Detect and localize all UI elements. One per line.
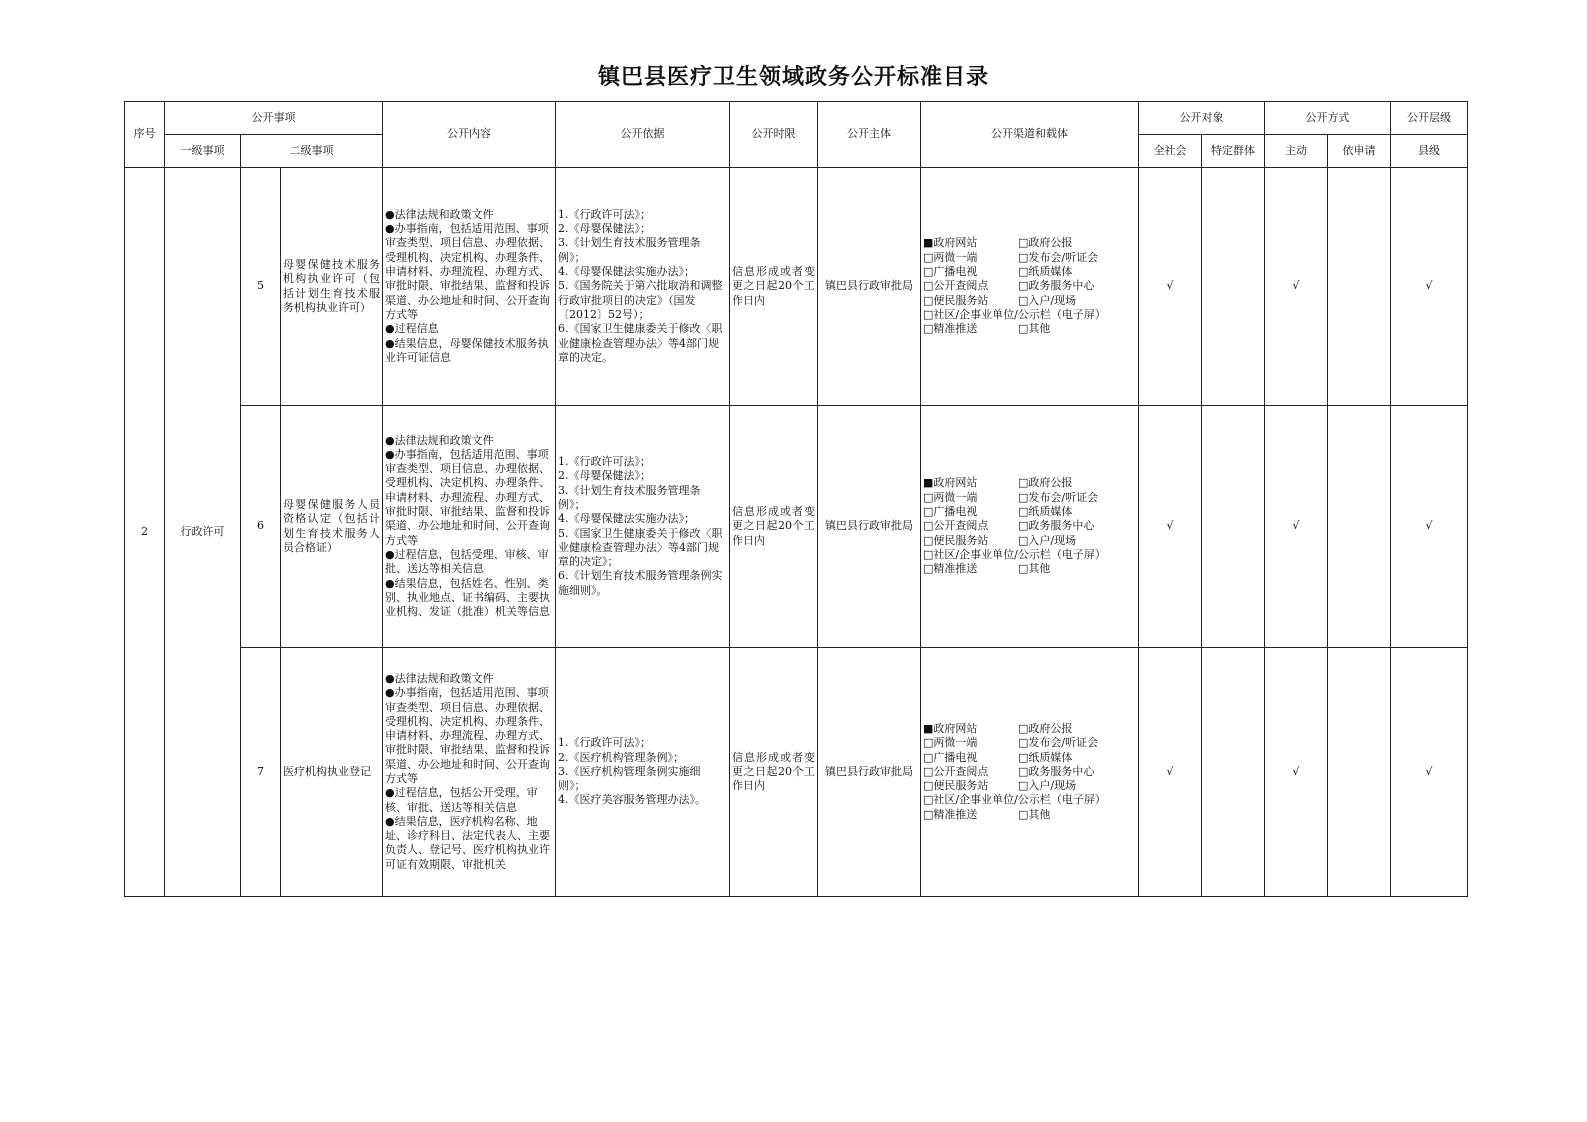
channel-other: □其他	[1018, 807, 1051, 821]
channel-precise-push: □精准推送	[923, 562, 978, 576]
row-basis: 1.《行政许可法》； 2.《母婴保健法》； 3.《计划生育技术服务管理条例》； 4.《母婴保健法实施办法》； 5.《国务院关于第六批取消和调整行政审批项目的决定》（国发〔2012〕52号）； 6.《国家卫生健康委关于修改〈职业健康检查管理办法〉等4部门规章的决定。	[556, 168, 730, 406]
audience-all-check: √	[1139, 168, 1202, 406]
header-audience-all: 全社会	[1139, 135, 1202, 168]
row-subject: 镇巴县行政审批局	[818, 406, 921, 648]
row-content: ●法律法规和政策文件 ●办事指南，包括适用范围、事项审查类型、项目信息、办理依据、受理机构、决定机构、办理条件、申请材料、办理流程、办理方式、审批时限、审批结果、监督和投诉渠道、办公地址和时间、公开查询方式等 ●过程信息 ●结果信息，母婴保健技术服务执业许可证信息	[383, 168, 556, 406]
channel-broadcast-tv: □广播电视	[923, 750, 978, 764]
channel-service-center: □政务服务中心	[1018, 279, 1095, 293]
row-content: ●法律法规和政策文件 ●办事指南，包括适用范围、事项审查类型、项目信息、办理依据、受理机构、决定机构、办理条件、申请材料、办理流程、办理方式、审批时限、审批结果、监督和投诉渠道、办公地址和时间、公开查询方式等 ●过程信息，包括受理、审核、审批、送达等相关信息 ●结果信息，包括姓名、性别、类别、执业地点、证书编码、主要执业机构、发证（批准）机关等信息	[383, 406, 556, 648]
header-basis: 公开依据	[556, 102, 730, 168]
header-method-request: 依申请	[1328, 135, 1391, 168]
row-number: 6	[241, 406, 281, 648]
header-method-active: 主动	[1265, 135, 1328, 168]
row-item: 医疗机构执业登记	[281, 648, 383, 897]
header-audience-specific: 特定群体	[1202, 135, 1265, 168]
header-time-limit: 公开时限	[730, 102, 818, 168]
audience-specific-check	[1202, 406, 1265, 648]
channel-precise-push: □精准推送	[923, 322, 978, 336]
row-subject: 镇巴县行政审批局	[818, 168, 921, 406]
level-county-check: √	[1391, 406, 1468, 648]
header-channels: 公开渠道和载体	[921, 102, 1139, 168]
channel-community-board: □社区/企事业单位/公示栏（电子屏）	[923, 547, 1106, 561]
header-level: 公开层级	[1391, 102, 1468, 135]
channel-gov-gazette: □政府公报	[1018, 476, 1073, 490]
audience-all-check: √	[1139, 648, 1202, 897]
header-level1: 一级事项	[165, 135, 241, 168]
channel-gov-gazette: □政府公报	[1018, 721, 1073, 735]
row-channels	[921, 168, 1139, 406]
audience-specific-check	[1202, 168, 1265, 406]
row-basis: 1.《行政许可法》； 2.《医疗机构管理条例》； 3.《医疗机构管理条例实施细则》； 4.《医疗美容服务管理办法》。	[556, 648, 730, 897]
method-request-check	[1328, 168, 1391, 406]
row-time-limit: 信息形成或者变更之日起20个工作日内	[730, 406, 818, 648]
channel-two-micro: □两微一端	[923, 490, 978, 504]
channel-service-station: □便民服务站	[923, 779, 989, 793]
row-basis: 1.《行政许可法》； 2.《母婴保健法》； 3.《计划生育技术服务管理条例》； 4.《母婴保健法实施办法》； 5.《国家卫生健康委关于修改〈职业健康检查管理办法〉等4部门规章的决定》； 6.《计划生育技术服务管理条例实施细则》。	[556, 406, 730, 648]
channel-press-conf: □发布会/听证会	[1018, 736, 1099, 750]
header-level2: 二级事项	[241, 135, 383, 168]
channel-other: □其他	[1018, 562, 1051, 576]
header-subject: 公开主体	[818, 102, 921, 168]
channel-gov-gazette: □政府公报	[1018, 236, 1073, 250]
table-row	[125, 168, 1468, 406]
header-audience: 公开对象	[1139, 102, 1265, 135]
row-content: ●法律法规和政策文件 ●办事指南，包括适用范围、事项审查类型、项目信息、办理依据、受理机构、决定机构、办理条件、申请材料、办理流程、办理方式、审批时限、审批结果、监督和投诉渠道、办公地址和时间、公开查询方式等 ●过程信息，包括公开受理、审核、审批、送达等相关信息 ●结果信息，医疗机构名称、地址、诊疗科目、法定代表人、主要负责人、登记号、医疗机构执业许可证有效期限、审批机关	[383, 648, 556, 897]
channel-community-board: □社区/企事业单位/公示栏（电子屏）	[923, 793, 1106, 807]
group-level1: 行政许可	[165, 168, 241, 897]
row-time-limit: 信息形成或者变更之日起20个工作日内	[730, 168, 818, 406]
channel-gov-website: ■政府网站	[923, 476, 978, 490]
header-seq: 序号	[125, 102, 165, 168]
channel-print-media: □纸质媒体	[1018, 750, 1073, 764]
row-number: 7	[241, 648, 281, 897]
table-row	[125, 648, 1468, 897]
row-item: 母婴保健服务人员资格认定（包括计划生育技术服务人员合格证）	[281, 406, 383, 648]
audience-all-check: √	[1139, 406, 1202, 648]
channel-press-conf: □发布会/听证会	[1018, 490, 1099, 504]
channel-broadcast-tv: □广播电视	[923, 265, 978, 279]
channel-precise-push: □精准推送	[923, 807, 978, 821]
channel-print-media: □纸质媒体	[1018, 265, 1073, 279]
channel-door-to-door: □入户/现场	[1018, 533, 1077, 547]
channel-community-board: □社区/企事业单位/公示栏（电子屏）	[923, 307, 1106, 321]
channel-gov-website: ■政府网站	[923, 236, 978, 250]
header-content: 公开内容	[383, 102, 556, 168]
channel-two-micro: □两微一端	[923, 250, 978, 264]
channel-broadcast-tv: □广播电视	[923, 505, 978, 519]
audience-specific-check	[1202, 648, 1265, 897]
channel-gov-website: ■政府网站	[923, 721, 978, 735]
header-method: 公开方式	[1265, 102, 1391, 135]
channel-reading-point: □公开查阅点	[923, 764, 989, 778]
channel-other: □其他	[1018, 322, 1051, 336]
row-time-limit: 信息形成或者变更之日起20个工作日内	[730, 648, 818, 897]
catalog-table	[124, 101, 1468, 897]
row-channels	[921, 406, 1139, 648]
row-subject: 镇巴县行政审批局	[818, 648, 921, 897]
channel-service-station: □便民服务站	[923, 533, 989, 547]
channel-service-center: □政务服务中心	[1018, 764, 1095, 778]
row-item: 母婴保健技术服务机构执业许可（包括计划生育技术服务机构执业许可）	[281, 168, 383, 406]
row-number: 5	[241, 168, 281, 406]
channel-press-conf: □发布会/听证会	[1018, 250, 1099, 264]
row-channels	[921, 648, 1139, 897]
channel-door-to-door: □入户/现场	[1018, 293, 1077, 307]
channel-reading-point: □公开查阅点	[923, 279, 989, 293]
level-county-check: √	[1391, 648, 1468, 897]
header-level-county: 县级	[1391, 135, 1468, 168]
method-active-check: √	[1265, 168, 1328, 406]
level-county-check: √	[1391, 168, 1468, 406]
method-active-check: √	[1265, 406, 1328, 648]
channel-reading-point: □公开查阅点	[923, 519, 989, 533]
table-row	[125, 406, 1468, 648]
method-request-check	[1328, 406, 1391, 648]
channel-service-center: □政务服务中心	[1018, 519, 1095, 533]
channel-door-to-door: □入户/现场	[1018, 779, 1077, 793]
group-seq: 2	[125, 168, 165, 897]
channel-two-micro: □两微一端	[923, 736, 978, 750]
method-request-check	[1328, 648, 1391, 897]
method-active-check: √	[1265, 648, 1328, 897]
page-title: 镇巴县医疗卫生领域政务公开标准目录	[597, 64, 989, 90]
header-items: 公开事项	[165, 102, 383, 135]
channel-service-station: □便民服务站	[923, 293, 989, 307]
channel-print-media: □纸质媒体	[1018, 505, 1073, 519]
